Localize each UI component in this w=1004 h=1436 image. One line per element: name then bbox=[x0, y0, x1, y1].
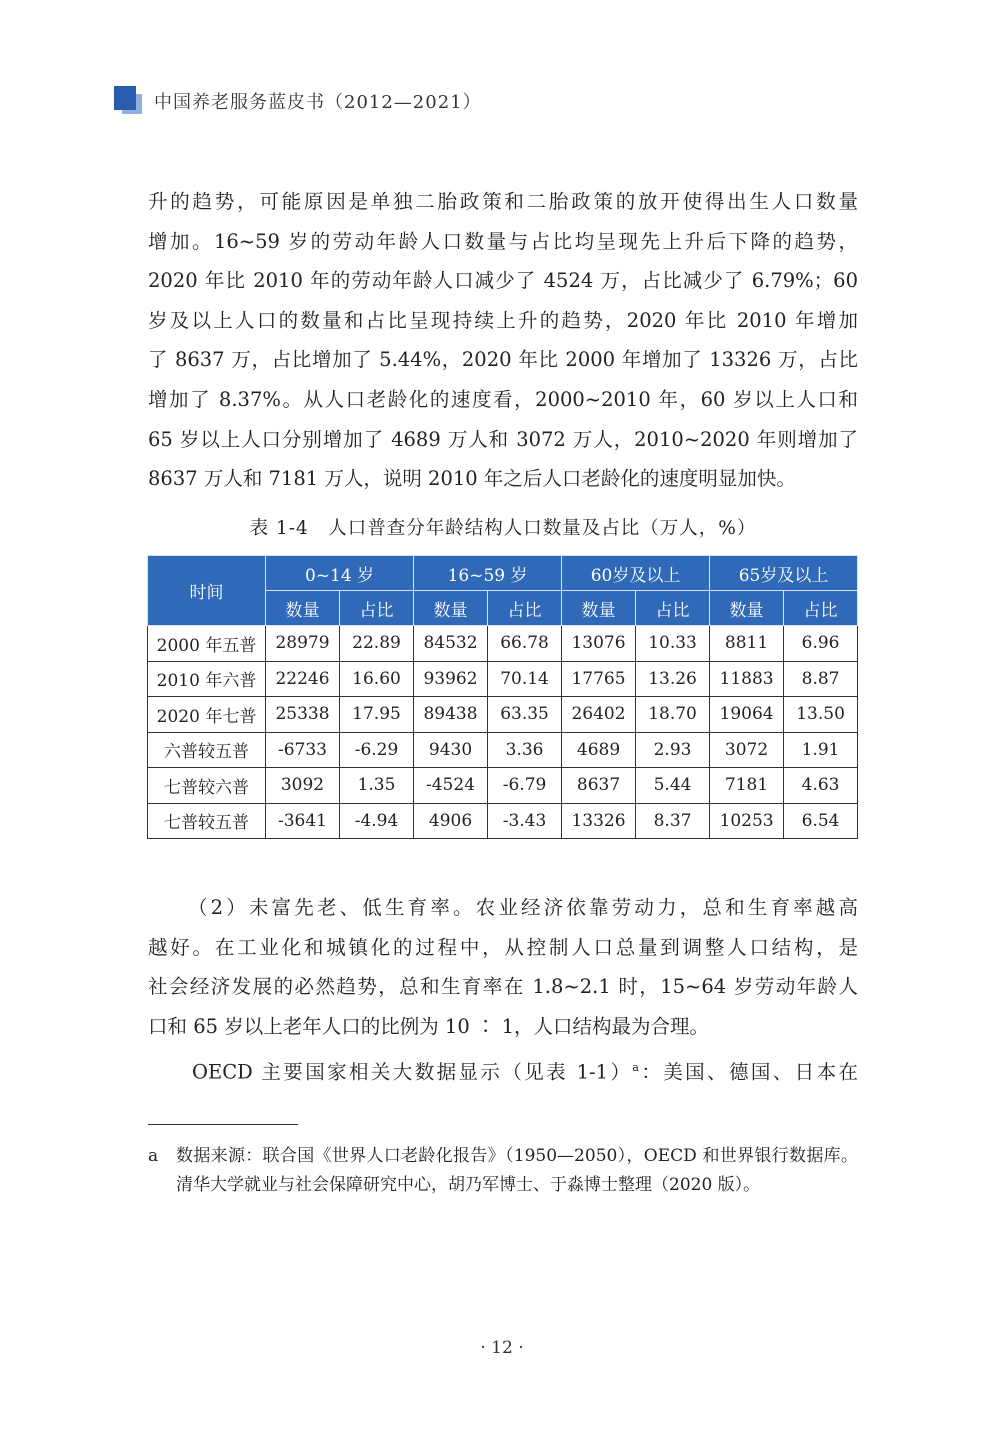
data-cell: 6.96 bbox=[784, 626, 858, 662]
data-cell: 4.63 bbox=[784, 768, 858, 804]
paragraph-1-line: 升的趋势，可能原因是单独二胎政策和二胎政策的放开使得出生人口数量 bbox=[148, 190, 858, 213]
paragraph-1-line: 65 岁以上人口分别增加了 4689 万人和 3072 万人，2010~2020 年则增加了 bbox=[148, 427, 858, 451]
table-row bbox=[148, 697, 858, 733]
footnote-mark: a bbox=[148, 1146, 159, 1166]
data-cell: 25338 bbox=[266, 697, 340, 733]
population-table bbox=[147, 555, 858, 839]
sub-header: 占比 bbox=[488, 591, 562, 626]
footnote-divider bbox=[148, 1124, 298, 1125]
data-cell: -3641 bbox=[266, 803, 340, 839]
data-cell: 8811 bbox=[710, 626, 784, 662]
paragraph-3-text-end: ：美国、德国、日本在 bbox=[638, 1060, 858, 1084]
data-cell: 3072 bbox=[710, 732, 784, 768]
data-cell: 3.36 bbox=[488, 732, 562, 768]
sub-header: 占比 bbox=[636, 591, 710, 626]
data-cell: 17.95 bbox=[340, 697, 414, 733]
data-cell: 9430 bbox=[414, 732, 488, 768]
paragraph-1-line: 增加。16~59 岁的劳动年龄人口数量与占比均呈现先上升后下降的趋势， bbox=[148, 229, 858, 253]
paragraph-2-line: 口和 65 岁以上老年人口的比例为 10 ∶ 1，人口结构最为合理。 bbox=[148, 1014, 710, 1038]
paragraph-1-line: 增加了 8.37%。从人口老龄化的速度看，2000~2010 年，60 岁以上人口和 bbox=[148, 387, 858, 411]
row-label-cell: 七普较六普 bbox=[148, 768, 266, 804]
data-cell: 10.33 bbox=[636, 626, 710, 662]
data-cell: 89438 bbox=[414, 697, 488, 733]
data-cell: 26402 bbox=[562, 697, 636, 733]
group-header: 0~14 岁 bbox=[266, 556, 414, 591]
data-cell: 84532 bbox=[414, 626, 488, 662]
row-label-cell: 2020 年七普 bbox=[148, 697, 266, 733]
group-header: 16~59 岁 bbox=[414, 556, 562, 591]
paragraph-1-line: 2020 年比 2010 年的劳动年龄人口减少了 4524 万，占比减少了 6.79%；60 bbox=[148, 269, 858, 293]
data-cell: 2.93 bbox=[636, 732, 710, 768]
data-cell: 13326 bbox=[562, 803, 636, 839]
sub-header: 占比 bbox=[784, 591, 858, 626]
data-cell: 66.78 bbox=[488, 626, 562, 662]
data-cell: 19064 bbox=[710, 697, 784, 733]
sub-header: 数量 bbox=[414, 591, 488, 626]
table-row bbox=[148, 768, 858, 804]
paragraph-1-line: 岁及以上人口的数量和占比呈现持续上升的趋势，2020 年比 2010 年增加 bbox=[148, 308, 858, 332]
data-cell: 22.89 bbox=[340, 626, 414, 662]
row-label-cell: 2010 年六普 bbox=[148, 661, 266, 697]
row-label-cell: 2000 年五普 bbox=[148, 626, 266, 662]
header-title: 中国养老服务蓝皮书（2012—2021） bbox=[154, 92, 482, 113]
data-cell: 1.35 bbox=[340, 768, 414, 804]
paragraph-2-line: 社会经济发展的必然趋势，总和生育率在 1.8~2.1 时，15~64 岁劳动年龄人 bbox=[148, 975, 858, 999]
data-cell: 4906 bbox=[414, 803, 488, 839]
data-cell: 63.35 bbox=[488, 697, 562, 733]
data-cell: -6.79 bbox=[488, 768, 562, 804]
paragraph-1-line: 8637 万人和 7181 万人，说明 2010 年之后人口老龄化的速度明显加快。 bbox=[148, 467, 796, 491]
data-cell: -6.29 bbox=[340, 732, 414, 768]
data-cell: -6733 bbox=[266, 732, 340, 768]
table-row bbox=[148, 732, 858, 768]
book-logo-icon bbox=[114, 86, 142, 116]
paragraph-1-line: 了 8637 万，占比增加了 5.44%，2020 年比 2000 年增加了 13326 万，占比 bbox=[148, 348, 858, 372]
table-row bbox=[148, 626, 858, 662]
data-cell: 18.70 bbox=[636, 697, 710, 733]
group-header: 60岁及以上 bbox=[562, 556, 710, 591]
sub-header: 数量 bbox=[562, 591, 636, 626]
data-cell: 3092 bbox=[266, 768, 340, 804]
sub-header: 数量 bbox=[266, 591, 340, 626]
paragraph-1 bbox=[148, 182, 858, 499]
footnote bbox=[148, 1142, 858, 1200]
data-cell: 8.37 bbox=[636, 803, 710, 839]
data-cell: 70.14 bbox=[488, 661, 562, 697]
paragraph-2 bbox=[148, 888, 858, 1046]
footnote-reference[interactable]: a bbox=[632, 1061, 639, 1074]
sub-header: 数量 bbox=[710, 591, 784, 626]
group-header: 65岁及以上 bbox=[710, 556, 858, 591]
paragraph-3-text: OECD 主要国家相关大数据显示（见表 1-1） bbox=[192, 1060, 633, 1084]
data-cell: 1.91 bbox=[784, 732, 858, 768]
table-row bbox=[148, 661, 858, 697]
row-label-cell: 六普较五普 bbox=[148, 732, 266, 768]
data-cell: 13.50 bbox=[784, 697, 858, 733]
table-caption: 表 1-4 人口普查分年龄结构人口数量及占比（万人，%） bbox=[249, 518, 757, 539]
data-cell: 10253 bbox=[710, 803, 784, 839]
data-cell: -4.94 bbox=[340, 803, 414, 839]
data-cell: 6.54 bbox=[784, 803, 858, 839]
page-number: · 12 · bbox=[480, 1338, 524, 1358]
data-cell: 4689 bbox=[562, 732, 636, 768]
data-cell: 7181 bbox=[710, 768, 784, 804]
data-cell: 8.87 bbox=[784, 661, 858, 697]
data-cell: 28979 bbox=[266, 626, 340, 662]
table-row bbox=[148, 803, 858, 839]
data-cell: 13076 bbox=[562, 626, 636, 662]
data-cell: -4524 bbox=[414, 768, 488, 804]
data-cell: 13.26 bbox=[636, 661, 710, 697]
data-cell: -3.43 bbox=[488, 803, 562, 839]
data-cell: 16.60 bbox=[340, 661, 414, 697]
table-body bbox=[148, 626, 858, 839]
running-header bbox=[114, 84, 482, 118]
data-cell: 8637 bbox=[562, 768, 636, 804]
data-cell: 93962 bbox=[414, 661, 488, 697]
time-header: 时间 bbox=[148, 556, 266, 626]
paragraph-2-line: （2）未富先老、低生育率。农业经济依靠劳动力，总和生育率越高 bbox=[188, 896, 858, 919]
data-cell: 11883 bbox=[710, 661, 784, 697]
sub-header: 占比 bbox=[340, 591, 414, 626]
data-cell: 5.44 bbox=[636, 768, 710, 804]
paragraph-2-line: 越好。在工业化和城镇化的过程中，从控制人口总量到调整人口结构，是 bbox=[148, 935, 858, 959]
data-cell: 22246 bbox=[266, 661, 340, 697]
data-cell: 17765 bbox=[562, 661, 636, 697]
paragraph-3 bbox=[148, 1048, 858, 1092]
footnote-text: 数据来源：联合国《世界人口老龄化报告》（1950—2050），OECD 和世界银行数据库。清华大学就业与社会保障研究中心，胡乃军博士、于淼博士整理（2020 版）。 bbox=[176, 1146, 858, 1195]
row-label-cell: 七普较五普 bbox=[148, 803, 266, 839]
